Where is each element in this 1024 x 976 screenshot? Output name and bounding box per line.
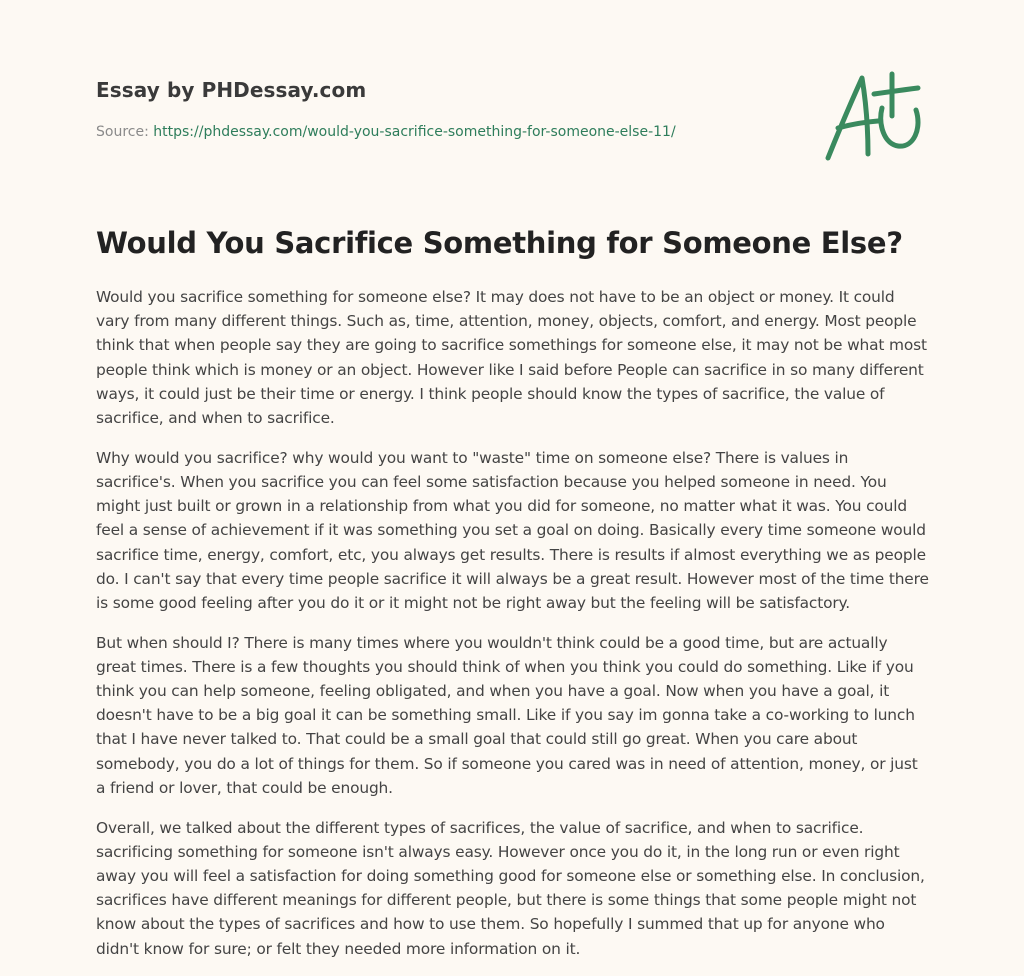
source-label: Source: [96,124,149,140]
source-link[interactable]: https://phdessay.com/would-you-sacrifice-something-for-someone-else-11/ [153,124,676,140]
essay-paragraph: But when should I? There is many times where you wouldn't think could be a good time, but are actually great times. There is a few thoughts you should think of when you think you could do something. Like if you think you can help someone, feeling obligated, and when you have a goal. Now when you have a goal, it doesn't have to be a big goal it can be something small. Like if you say im gonna take a co-working to lunch that I have never talked to. That could be a small goal that could still go great. When you care about somebody, you do a lot of things for them. So if someone you cared was in need of attention, money, or just a friend or lover, that could be enough. [96,633,918,797]
essay-title: Would You Sacrifice Something for Someone Else? [96,226,903,260]
essay-paragraph: Overall, we talked about the different types of sacrifices, the value of sacrifice, and when to sacrifice. sacrificing something for someone isn't always easy. However once you do it, in the long run or even right away you will feel a satisfaction for doing something good for someone else or something else. In conclusion, sacrifices have different meanings for different people, but there is some things that some people might not know about the types of sacrifices and how to use them. So hopefully I summed that up for anyone who didn't know for sure; or felt they needed more information on it. [96,818,925,958]
a-plus-logo-icon [818,66,930,166]
essay-body [96,285,930,976]
source-line [96,124,676,140]
essay-paragraph: Would you sacrifice something for someone else? It may does not have to be an object or money. It could vary from many different things. Such as, time, attention, money, objects, comfort, and energy. Most people think that when people say they are going to sacrifice somethings for someone else, it may not be what most people think which is money or an object. However like I said before People can sacrifice in so many different ways, it could just be their time or energy. I think people should know the types of sacrifice, the value of sacrifice, and when to sacrifice. [96,288,927,428]
site-name: Essay by PHDessay.com [96,78,367,102]
essay-paragraph: Why would you sacrifice? why would you want to "waste" time on someone else? There is values in sacrifice's. When you sacrifice you can feel some satisfaction because you helped someone in need. You might just built or grown in a relationship from what you did for someone, no matter what it was. You could feel a sense of achievement if it was something you set a goal on doing. Basically every time someone would sacrifice time, energy, comfort, etc, you always get results. There is results if almost everything we as people do. I can't say that every time people sacrifice it will always be a great result. However most of the time there is some good feeling after you do it or it might not be right away but the feeling will be satisfactory. [96,448,929,612]
